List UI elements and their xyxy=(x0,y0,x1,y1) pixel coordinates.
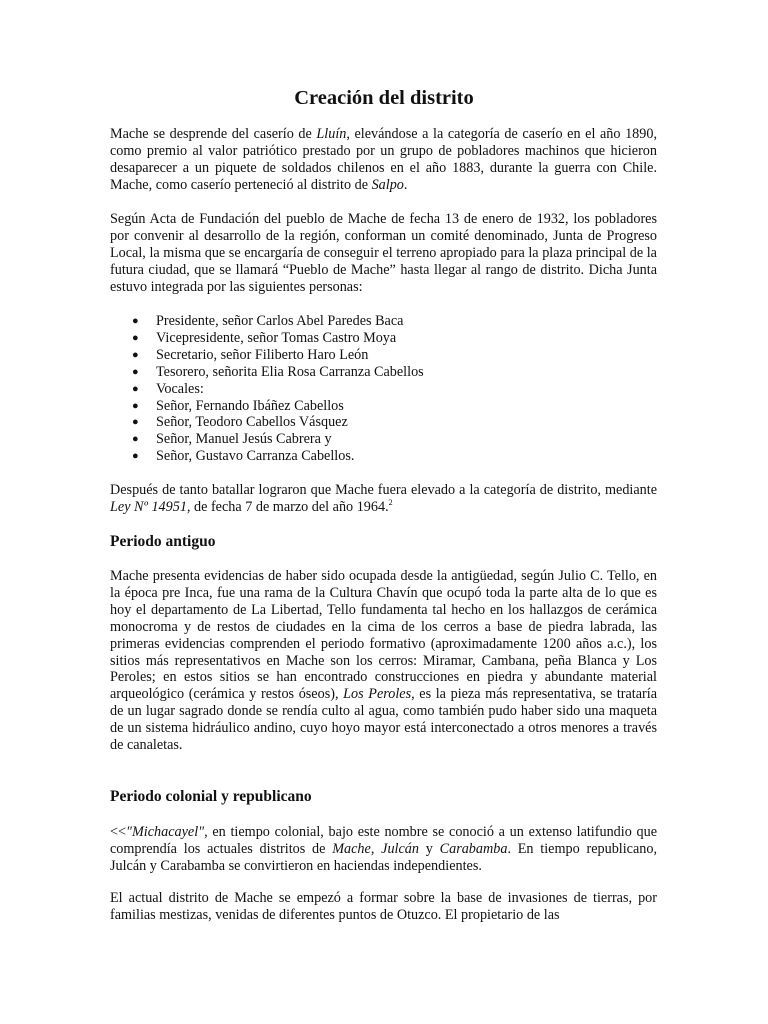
paragraph-district-law: Después de tanto batallar lograron que Mache fuera elevado a la categoría de distrito, mediante Ley Nº 14951, de fecha 7 de marzo del año 1964.$^2$ xyxy=(110,482,657,515)
bullet-icon: ● xyxy=(132,331,139,344)
italic-place-lluin: Lluín xyxy=(316,126,347,142)
italic-julcan: Julcán xyxy=(381,840,419,857)
text-run: . xyxy=(403,176,408,193)
paragraph-founding-act: Según Acta de Fundación del pueblo de Mache de fecha 13 de enero de 1932, los pobladores por convenir al desarrollo de la región, conforman un comité denominado, Junta de Progreso Local, la misma que se encargaría de conseguir el terreno apropiado para la plaza principal de la futura ciudad, que se llamará “Pueblo de Mache” hasta llegar al rango de distrito. Dicha Junta estuvo integrada por las siguientes personas: xyxy=(110,211,657,295)
italic-law-number: Ley Nº 14951 xyxy=(110,498,187,515)
italic-place-salpo: Salpo xyxy=(371,176,404,193)
italic-carabamba: Carabamba xyxy=(439,840,508,857)
text-run: , elevándose a la categoría de caserío en el año 1890, como premio al valor patriótico prestado por un grupo de pobladores machinos que hicieron desaparecer a un piquete de soldados chilenos en el año 1883, durante la guerra con Chile. Mache, como caserío perteneció al distrito de xyxy=(110,126,657,193)
paragraph-origin xyxy=(110,126,657,194)
footnote-marker: 2 xyxy=(388,497,393,507)
section-heading-antiguo: Periodo antiguo xyxy=(110,533,216,550)
list-item: ● Vocales: xyxy=(132,380,204,397)
paragraph-colonial-period: <<"Michacayel", en tiempo colonial, bajo este nombre se conoció a un extenso latifundio que comprendía los actuales distritos de Mache, Julcán y Carabamba. En tiempo republicano, Julcán y Carabamba se convirtieron en haciendas independientes. xyxy=(110,824,657,874)
list-item: ● Secretario, señor Filiberto Haro León xyxy=(132,346,369,363)
list-item: ● Vicepresidente, señor Tomas Castro Moya xyxy=(132,329,397,346)
text-run: Mache se desprende del caserío de xyxy=(110,126,317,142)
italic-los-peroles: Los Peroles xyxy=(343,686,412,703)
list-item: ● Señor, Teodoro Cabellos Vásquez xyxy=(132,414,348,431)
bullet-icon: ● xyxy=(132,450,139,463)
bullet-icon: ● xyxy=(132,315,139,327)
section-heading-colonial: Periodo colonial y republicano xyxy=(110,788,312,805)
page-title: Creación del distrito xyxy=(294,87,474,109)
list-item: ● Señor, Gustavo Carranza Cabellos. xyxy=(132,448,355,465)
bullet-icon: ● xyxy=(132,365,139,378)
paragraph-ancient-period: Mache presenta evidencias de haber sido ocupada desde la antigüedad, según Julio C. Tello, en la época pre Inca, fue una rama de la Cultura Chavín que ocupó toda la parte alta de lo que es hoy el departamento de La Libertad, Tello fundamenta tal hecho en los hallazgos de cerámica monocroma y de restos de ciudades en la cima de los cerros a base de piedra labrada, las primeras evidencias comprenden el periodo formativo (aproximadamente 1200 años a.c.), los sitios más representativos en Mache son los cerros: Miramar, Cambana, peña Blanca y Los Peroles; en estos sitios se han encontrado construcciones en piedra y abundante material arqueológico (cerámica y restos óseos), Los Peroles, es la pieza más representativa, se trataría de un lugar sagrado donde se rendía culto al agua, como también pudo haber sido una maqueta de un sistema hidráulico andino, cuyo hoyo mayor está interconectado a otros menores a través de canaletas. xyxy=(110,568,657,754)
list-item: ● Presidente, señor Carlos Abel Paredes Baca xyxy=(132,313,404,329)
paragraph-current-district: El actual distrito de Mache se empezó a formar sobre la base de invasiones de tierras, por familias mestizas, venidas de diferentes puntos de Otuzco. El propietario de las xyxy=(110,890,657,923)
italic-mache: Mache xyxy=(332,840,371,857)
list-item: ● Señor, Manuel Jesús Cabrera y xyxy=(132,431,332,448)
junta-members-list xyxy=(110,313,657,465)
bullet-icon: ● xyxy=(132,433,139,446)
bullet-icon: ● xyxy=(132,348,139,361)
bullet-icon: ● xyxy=(132,399,139,412)
bullet-icon: ● xyxy=(132,416,139,429)
list-item: ● Señor, Fernando Ibáñez Cabellos xyxy=(132,397,344,414)
bullet-icon: ● xyxy=(132,382,139,395)
list-item: ● Tesorero, señorita Elia Rosa Carranza Cabellos xyxy=(132,363,424,380)
italic-michacayel: "Michacayel" xyxy=(126,824,205,840)
